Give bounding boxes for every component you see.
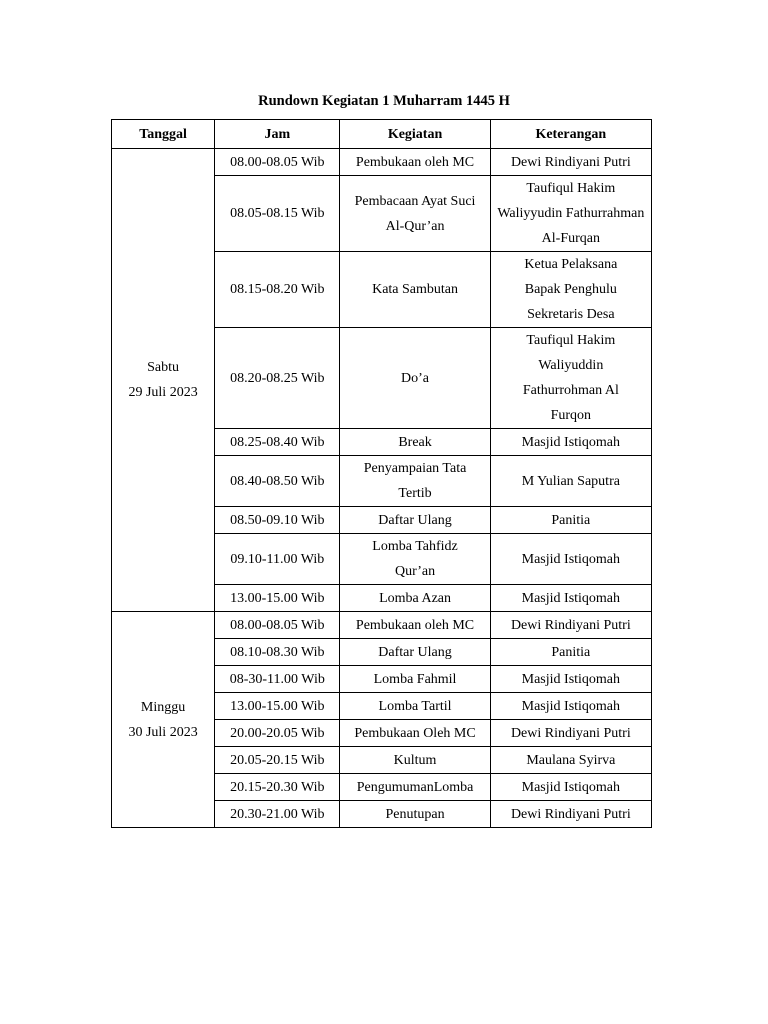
keterangan-line: Masjid Istiqomah [521, 698, 621, 714]
day-name: Minggu [140, 699, 186, 715]
keterangan-line: Taufiqul Hakim [526, 333, 616, 348]
date-cell [112, 149, 215, 612]
keterangan-cell [490, 774, 651, 801]
keterangan-cell [490, 801, 651, 828]
kegiatan-cell [340, 666, 490, 693]
jam-cell: 09.10-11.00 Wib [215, 534, 340, 585]
kegiatan-cell [340, 747, 490, 774]
keterangan-line: Maulana Syirva [526, 752, 616, 768]
keterangan-cell [490, 328, 651, 429]
kegiatan-line: Kata Sambutan [372, 282, 458, 297]
keterangan-line: Ketua Pelaksana [524, 257, 618, 272]
jam-cell: 20.30-21.00 Wib [215, 801, 340, 828]
keterangan-line: Masjid Istiqomah [521, 434, 621, 450]
keterangan-line: Fathurrohman Al [522, 383, 619, 398]
kegiatan-cell [340, 176, 490, 252]
jam-cell: 08.10-08.30 Wib [215, 639, 340, 666]
jam-cell: 08.05-08.15 Wib [215, 176, 340, 252]
jam-cell: 08.20-08.25 Wib [215, 328, 340, 429]
kegiatan-line: Penutupan [385, 806, 445, 822]
kegiatan-line: Pembukaan Oleh MC [354, 725, 476, 741]
kegiatan-cell [340, 507, 490, 534]
keterangan-cell [490, 747, 651, 774]
jam-cell: 08.15-08.20 Wib [215, 252, 340, 328]
day-name: Sabtu [147, 360, 180, 375]
kegiatan-line: Al-Qur’an [385, 218, 445, 234]
keterangan-cell [490, 534, 651, 585]
kegiatan-line: Daftar Ulang [378, 512, 452, 528]
kegiatan-line: Kultum [393, 752, 437, 768]
keterangan-line: Panitia [551, 644, 591, 660]
kegiatan-line: Pembacaan Ayat Suci [354, 193, 476, 209]
header-row [112, 120, 652, 149]
kegiatan-cell [340, 639, 490, 666]
jam-cell: 08.00-08.05 Wib [215, 149, 340, 176]
kegiatan-line: Lomba Fahmil [373, 671, 457, 687]
keterangan-line: Panitia [551, 512, 591, 528]
kegiatan-cell [340, 612, 490, 639]
jam-cell: 13.00-15.00 Wib [215, 693, 340, 720]
jam-cell: 08.40-08.50 Wib [215, 456, 340, 507]
header-tanggal: Tanggal [112, 120, 215, 149]
kegiatan-line: Tertib [398, 486, 432, 501]
kegiatan-cell [340, 585, 490, 612]
header-jam: Jam [215, 120, 340, 149]
kegiatan-line: Break [398, 434, 432, 450]
table-row [112, 612, 652, 639]
kegiatan-cell [340, 252, 490, 328]
kegiatan-line: PengumumanLomba [356, 779, 474, 795]
keterangan-line: Sekretaris Desa [527, 307, 615, 322]
keterangan-cell [490, 666, 651, 693]
kegiatan-cell [340, 693, 490, 720]
keterangan-cell [490, 429, 651, 456]
jam-cell: 20.15-20.30 Wib [215, 774, 340, 801]
kegiatan-line: Penyampaian Tata [363, 461, 467, 476]
kegiatan-line: Daftar Ulang [378, 644, 452, 660]
keterangan-line: Furqon [550, 408, 592, 423]
keterangan-line: Bapak Penghulu [524, 282, 617, 297]
jam-cell: 08.50-09.10 Wib [215, 507, 340, 534]
day-date: 30 Juli 2023 [128, 724, 198, 740]
header-keterangan: Keterangan [490, 120, 651, 149]
keterangan-line: Al-Furqan [541, 231, 600, 246]
kegiatan-cell [340, 429, 490, 456]
keterangan-line: Taufiqul Hakim [526, 181, 616, 196]
kegiatan-cell [340, 456, 490, 507]
keterangan-line: Masjid Istiqomah [521, 590, 621, 606]
kegiatan-cell [340, 149, 490, 176]
keterangan-cell [490, 176, 651, 252]
keterangan-cell [490, 639, 651, 666]
jam-cell: 08.00-08.05 Wib [215, 612, 340, 639]
keterangan-line: Dewi Rindiyani Putri [510, 617, 631, 633]
keterangan-line: Waliyyudin Fathurrahman [497, 206, 645, 221]
kegiatan-line: Pembukaan oleh MC [355, 617, 475, 633]
kegiatan-cell [340, 720, 490, 747]
kegiatan-line: Lomba Azan [379, 590, 451, 606]
keterangan-line: Dewi Rindiyani Putri [510, 806, 631, 822]
keterangan-line: Dewi Rindiyani Putri [510, 725, 631, 741]
table-row [112, 149, 652, 176]
kegiatan-line: Lomba Tahfidz [372, 539, 458, 554]
kegiatan-cell [340, 534, 490, 585]
keterangan-cell [490, 693, 651, 720]
keterangan-cell [490, 585, 651, 612]
jam-cell: 08-30-11.00 Wib [215, 666, 340, 693]
rundown-table [111, 119, 652, 828]
jam-cell: 20.00-20.05 Wib [215, 720, 340, 747]
kegiatan-cell [340, 774, 490, 801]
keterangan-cell [490, 252, 651, 328]
keterangan-line: Masjid Istiqomah [521, 551, 621, 567]
kegiatan-line: Do’a [401, 370, 430, 386]
keterangan-cell [490, 507, 651, 534]
kegiatan-line: Qur’an [394, 564, 436, 579]
keterangan-cell [490, 720, 651, 747]
keterangan-line: Waliyuddin [538, 358, 604, 373]
jam-cell: 13.00-15.00 Wib [215, 585, 340, 612]
keterangan-line: Dewi Rindiyani Putri [510, 154, 631, 170]
keterangan-line: Masjid Istiqomah [521, 671, 621, 687]
table-header [112, 120, 652, 149]
keterangan-line: M Yulian Saputra [521, 473, 620, 489]
date-cell [112, 612, 215, 828]
kegiatan-line: Lomba Tartil [378, 698, 452, 714]
jam-cell: 20.05-20.15 Wib [215, 747, 340, 774]
keterangan-cell [490, 456, 651, 507]
kegiatan-cell [340, 328, 490, 429]
jam-cell: 08.25-08.40 Wib [215, 429, 340, 456]
day-date: 29 Juli 2023 [128, 385, 198, 400]
kegiatan-line: Pembukaan oleh MC [355, 154, 475, 170]
table-body [112, 149, 652, 828]
document-title: Rundown Kegiatan 1 Muharram 1445 H [258, 93, 510, 109]
keterangan-line: Masjid Istiqomah [521, 779, 621, 795]
kegiatan-cell [340, 801, 490, 828]
keterangan-cell [490, 612, 651, 639]
keterangan-cell [490, 149, 651, 176]
header-kegiatan: Kegiatan [340, 120, 490, 149]
